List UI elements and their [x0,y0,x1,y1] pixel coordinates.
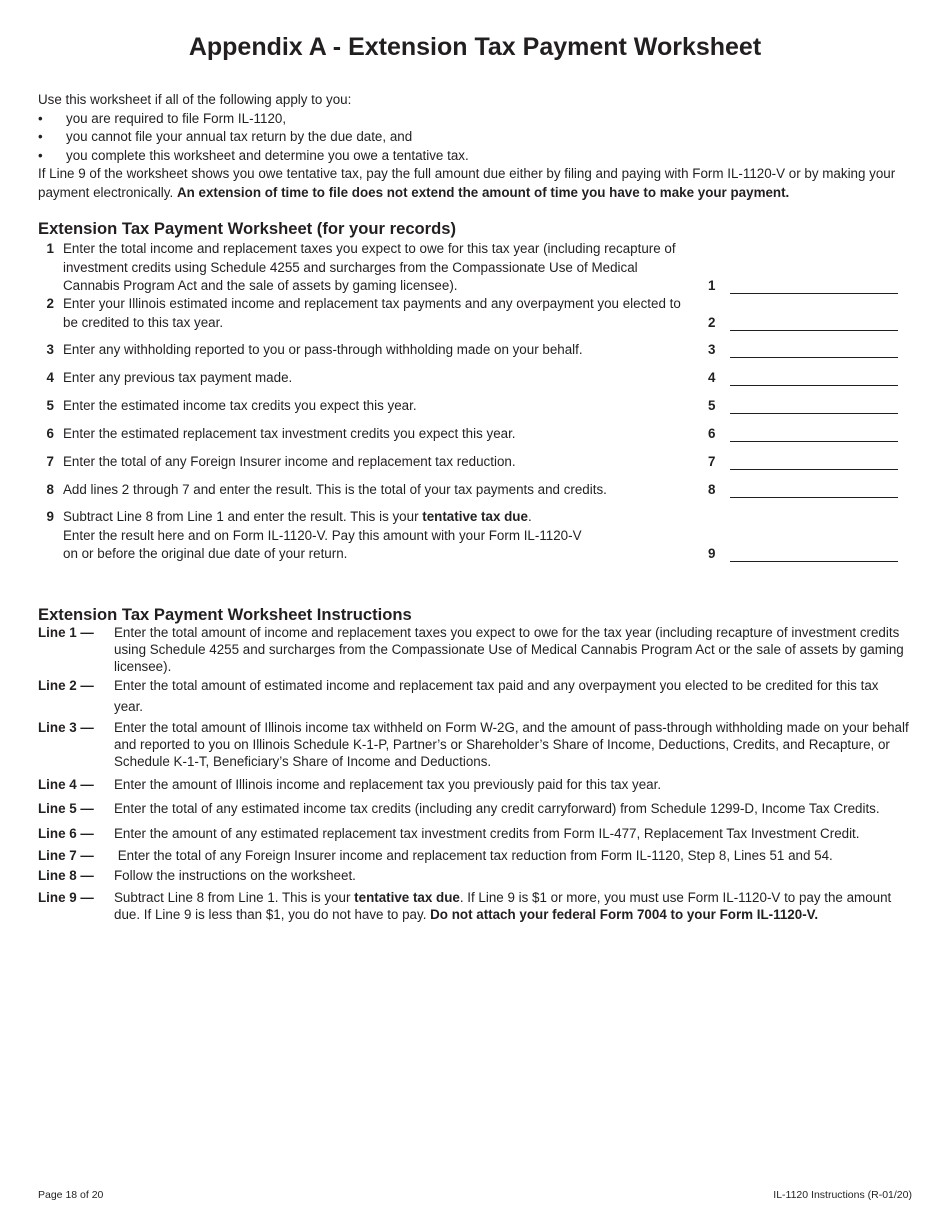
instructions-heading: Extension Tax Payment Worksheet Instructions [38,605,412,624]
bullet-icon: • [38,147,43,163]
worksheet-entry-line[interactable] [730,561,898,562]
instruction-line-5 [38,801,913,818]
worksheet-line-text: Enter the estimated replacement tax investment credits you expect this year. [63,426,516,441]
instruction-text: Follow the instructions on the worksheet. [114,868,356,883]
worksheet-entry-number: 1 [708,277,716,293]
worksheet-line-number: 9 [46,509,54,524]
instruction-text: Enter the total amount of income and replacement taxes you expect to owe for the tax year (including recapture of investment credits using Schedule 4255 and surcharges from the Compassionate Use of Medical Cannabis Program Act or the sale of assets by gaming licensee). [114,625,904,674]
instruction-text: Enter the total of any estimated income tax credits (including any credit carryforward) from Schedule 1299-D, Income Tax Credits. [114,801,880,816]
instruction-text-bold: tentative tax due [354,890,460,905]
instruction-text: Enter the total of any Foreign Insurer income and replacement tax reduction from Form IL-1120, Step 8, Lines 51 and 54. [114,848,833,863]
instruction-text-bold: Do not attach your federal Form 7004 to your Form IL-1120-V. [430,906,819,922]
instruction-label: Line 2 — [38,678,94,693]
worksheet-line-9 [38,508,898,563]
intro-section [38,91,913,202]
worksheet-line-4 [38,369,898,387]
worksheet-line-number: 8 [46,482,54,497]
worksheet-entry-number: 3 [708,341,716,357]
worksheet-heading: Extension Tax Payment Worksheet (for your records) [38,219,457,238]
instruction-label: Line 9 — [38,890,94,905]
worksheet-line-number: 7 [46,454,54,469]
worksheet-line-6 [38,425,898,443]
worksheet-line-1 [38,240,898,295]
instruction-label: Line 4 — [38,777,94,792]
instruction-label: Line 8 — [38,868,94,883]
worksheet-entry-field-5[interactable] [698,397,898,415]
worksheet-line-number: 2 [46,296,54,311]
worksheet-line-text-part: Enter the result here and on Form IL-1120-V. Pay this amount with your Form IL-1120-V [63,527,582,543]
worksheet-line-text [63,508,693,564]
worksheet-entry-line[interactable] [730,357,898,358]
worksheet-entry-number: 4 [708,369,716,385]
intro-paragraph-text: If Line 9 of the worksheet shows you owe tentative tax, pay the full amount due either by filing and paying with Form IL-1120-V or by making your payment electronically. [38,166,896,200]
worksheet-entry-field-8[interactable] [698,481,898,499]
worksheet-entry-line[interactable] [730,497,898,498]
worksheet-entry-number: 8 [708,481,716,497]
worksheet-entry-field-7[interactable] [698,453,898,471]
intro-bullet-item [38,147,913,166]
worksheet-entry-field-3[interactable] [698,341,898,359]
instruction-label: Line 5 — [38,801,94,816]
worksheet-entry-field-1[interactable] [698,277,898,295]
intro-bullet-text: you are required to file Form IL-1120, [66,110,287,126]
worksheet-entry-line[interactable] [730,330,898,331]
instruction-line-8 [38,868,913,885]
worksheet-line-text-part: on or before the original due date of your return. [63,546,348,561]
page-number: Page 18 of 20 [38,1189,104,1201]
bullet-icon: • [38,129,43,144]
worksheet-entry-number: 5 [708,397,716,413]
worksheet-entry-field-6[interactable] [698,425,898,443]
intro-bullet-text: you cannot file your annual tax return by the due date, and [66,129,413,144]
worksheet-line-7 [38,453,898,471]
instruction-line-4 [38,777,913,794]
worksheet-line-2 [38,295,898,332]
intro-bullet-item [38,128,913,147]
intro-bullet-list [38,110,913,166]
worksheet-line-text-bold: tentative tax due [422,509,528,524]
worksheet-entry-line[interactable] [730,293,898,294]
instruction-label: Line 1 — [38,625,94,640]
worksheet-entry-number: 9 [708,545,716,561]
intro-lead: Use this worksheet if all of the following apply to you: [38,92,352,107]
worksheet-line-text-part: . [527,509,532,524]
worksheet-line-8 [38,481,898,499]
instruction-text: Enter the total amount of Illinois income tax withheld on Form W-2G, and the amount of pass-through withholding made on your behalf and reported to you on Illinois Schedule K-1-P, Partner’s or Shareholder’s Share of Income, Deductions, Credits, and Recapture, or Schedule K-1-T, Beneficiary’s Share of Income and Deductions. [114,720,909,769]
instruction-line-9 [38,890,913,924]
worksheet-entry-line[interactable] [730,413,898,414]
worksheet-line-text: Add lines 2 through 7 and enter the result. This is the total of your tax payments and credits. [63,482,607,497]
worksheet-line-text-part: Subtract Line 8 from Line 1 and enter the result. This is your [63,509,423,524]
instruction-line-6 [38,826,913,843]
intro-paragraph [38,165,913,202]
instruction-text [114,890,911,924]
instruction-line-2 [38,676,913,717]
worksheet-line-number: 6 [46,426,54,441]
form-identifier: IL-1120 Instructions (R-01/20) [773,1189,912,1201]
worksheet-line-text: Enter your Illinois estimated income and replacement tax payments and any overpayment you elected to be credited to this tax year. [63,296,681,330]
worksheet-line-number: 3 [46,342,54,357]
instruction-line-1 [38,625,913,676]
worksheet-entry-line[interactable] [730,385,898,386]
worksheet-entry-number: 7 [708,453,716,469]
instruction-text-part: . If Line 9 is $1 or more, you must use Form IL-1120-V to pay the amount due. If Line 9 is less than $1, you do not have to pay. [114,890,892,922]
worksheet-line-text: Enter any previous tax payment made. [63,370,293,385]
worksheet-line-5 [38,397,898,415]
worksheet-entry-field-4[interactable] [698,369,898,387]
worksheet-entry-field-9[interactable] [698,545,898,563]
worksheet-line-text: Enter the total of any Foreign Insurer income and replacement tax reduction. [63,454,516,469]
instruction-label: Line 7 — [38,848,94,863]
worksheet-entry-line[interactable] [730,469,898,470]
instruction-text: Enter the total amount of estimated income and replacement tax paid and any overpayment you elected to be credited for this tax year. [114,678,879,714]
instruction-line-7 [38,848,913,865]
intro-paragraph-bold: An extension of time to file does not extend the amount of time you have to make your payment. [176,184,790,200]
worksheet-entry-number: 6 [708,425,716,441]
worksheet-line-number: 1 [46,241,54,256]
instruction-line-3 [38,720,913,771]
instruction-label: Line 3 — [38,720,94,735]
worksheet-line-number: 5 [46,398,54,413]
intro-bullet-text: you complete this worksheet and determine you owe a tentative tax. [66,147,469,163]
intro-bullet-item [38,110,913,129]
worksheet-entry-field-2[interactable] [698,314,898,332]
worksheet-line-text: Enter any withholding reported to you or pass-through withholding made on your behalf. [63,342,583,357]
worksheet-line-text: Enter the estimated income tax credits you expect this year. [63,398,417,413]
bullet-icon: • [38,110,43,126]
instruction-text: Enter the amount of Illinois income and replacement tax you previously paid for this tax year. [114,777,662,792]
instruction-text-part: Subtract Line 8 from Line 1. This is your [114,890,355,905]
worksheet-line-text: Enter the total income and replacement taxes you expect to owe for this tax year (including recapture of investment credits using Schedule 4255 and surcharges from the Compassionate Use of Medical Cannabis Program Act and the sale of assets by gaming licensee). [63,241,676,293]
instruction-text: Enter the amount of any estimated replacement tax investment credits from Form IL-477, Replacement Tax Investment Credit. [114,826,860,841]
worksheet-entry-line[interactable] [730,441,898,442]
worksheet-line-3 [38,341,898,359]
page-title: Appendix A - Extension Tax Payment Worksheet [188,33,762,61]
worksheet-line-number: 4 [46,370,54,385]
instruction-label: Line 6 — [38,826,94,841]
worksheet-entry-number: 2 [708,314,716,330]
